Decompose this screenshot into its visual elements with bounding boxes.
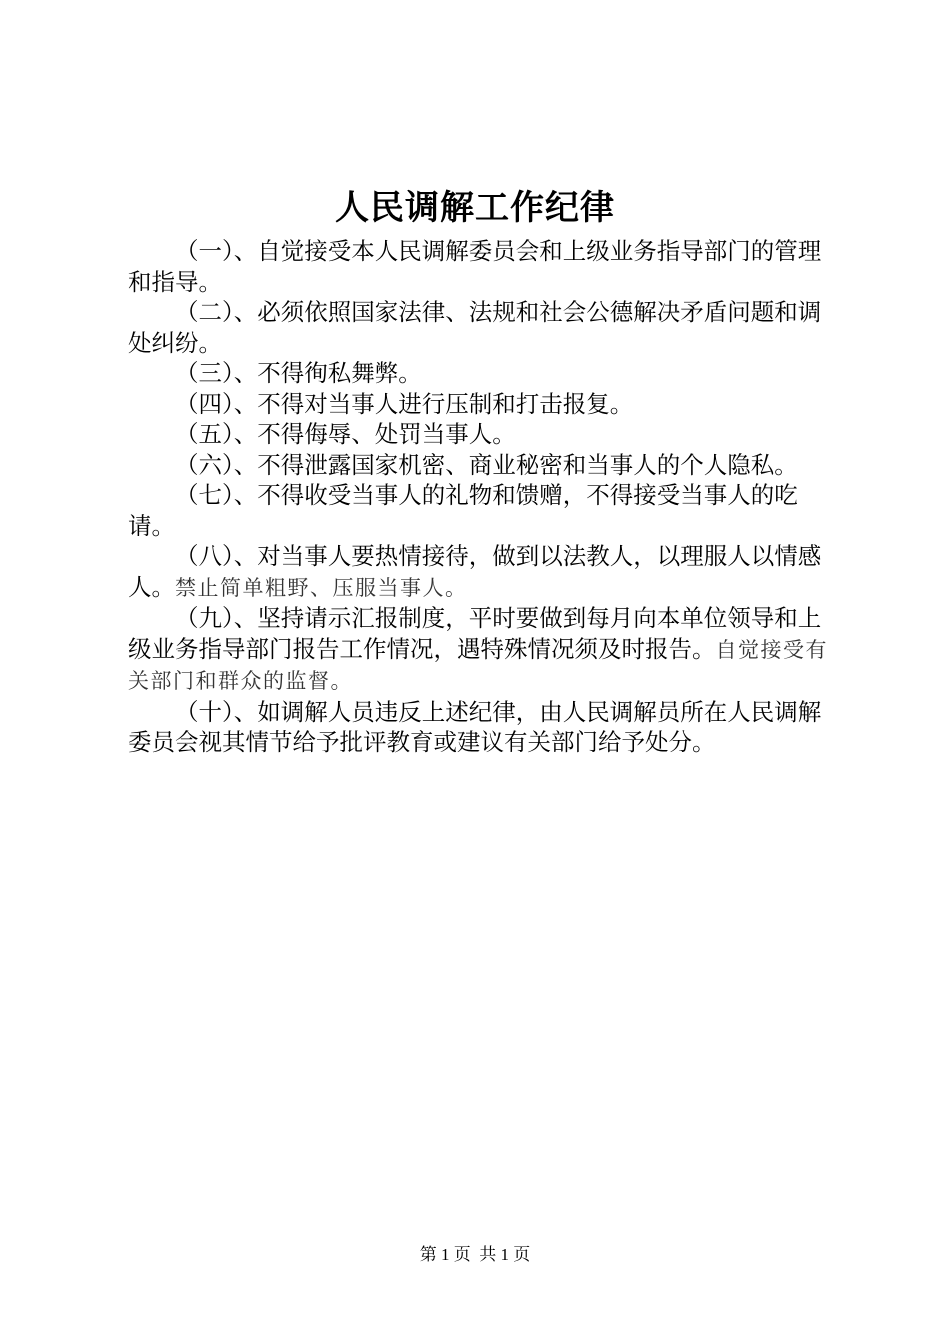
paragraph-text: （一）、自觉接受本人民调解委员会和上级业务指导部门的管理和指导。 (128, 237, 822, 296)
paragraph-extra-text: 禁止简单粗野、压服当事人。 (175, 575, 468, 600)
paragraph-10 (128, 697, 840, 758)
paragraph-7 (128, 480, 840, 541)
paragraph-text: （六）、不得泄露国家机密、商业秘密和当事人的个人隐私。 (175, 450, 798, 479)
paragraph-2 (128, 297, 840, 358)
paragraph-9 (128, 603, 840, 697)
paragraph-text: （二）、必须依照国家法律、法规和社会公德解决矛盾问题和调处纠纷。 (128, 298, 822, 357)
page-number-label: 第 1 页 共 1 页 (419, 1245, 531, 1264)
paragraph-text: （五）、不得侮辱、处罚当事人。 (175, 420, 516, 448)
paragraph-text: （九）、坚持请示汇报制度，平时要做到每月向本单位领导和上级业务指导部门报告工作情况，遇特殊情况须及时报告。 (128, 604, 822, 663)
paragraph-text: （十）、如调解人员违反上述纪律，由人民调解员所在人民调解委员会视其情节给予批评教育或建议有关部门给予处分。 (128, 697, 822, 756)
paragraph-text: （七）、不得收受当事人的礼物和馈赠，不得接受当事人的吃请。 (128, 481, 798, 540)
paragraph-text: （三）、不得徇私舞弊。 (175, 359, 422, 387)
paragraph-1 (128, 236, 840, 297)
paragraph-4 (128, 389, 840, 420)
paragraph-text: （四）、不得对当事人进行压制和打击报复。 (175, 389, 634, 418)
document-body (128, 236, 840, 758)
paragraph-6 (128, 450, 840, 481)
paragraph-8 (128, 541, 840, 603)
page-footer (0, 1243, 950, 1267)
paragraph-5 (128, 419, 840, 450)
paragraph-text: （八）、对当事人要热情接待，做到以法教人，以理服人以情感人。 (128, 542, 822, 601)
paragraph-extra-text: 自觉接受有关部门和群众的监督。 (128, 637, 828, 693)
paragraph-3 (128, 358, 840, 389)
document-title: 人民调解工作纪律 (335, 188, 615, 228)
